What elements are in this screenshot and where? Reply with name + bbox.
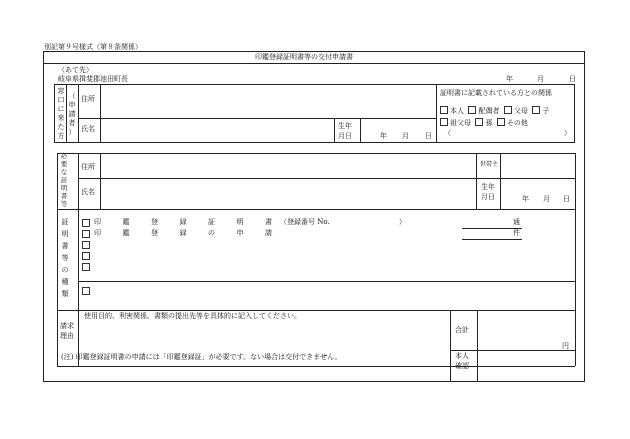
checkbox-spouse[interactable]	[468, 106, 476, 114]
seal-registration-label: 印 鑑 登 録 の 申 請	[94, 229, 272, 237]
subject-birth-day-unit: 日	[563, 195, 570, 203]
checkbox-seal-certificate[interactable]	[82, 219, 90, 227]
relationship-grandparent[interactable]: 祖父母	[440, 119, 471, 127]
form-code: 別記第９号様式（第８条関係）	[44, 43, 142, 51]
subject-birthdate-field[interactable]	[501, 179, 574, 208]
checkbox-child[interactable]	[532, 106, 540, 114]
subject-section-label: 必 要 な 証 明 書 等	[60, 152, 68, 208]
date-day-unit: 日	[569, 75, 576, 83]
relationship-paren-open: （	[444, 129, 451, 137]
applicant-birth-label-2: 月日	[338, 132, 352, 140]
checkbox-seal-registration[interactable]	[82, 230, 90, 238]
applicant-section-label: 窓 口 に 来 た 方	[57, 87, 65, 140]
applicant-name-label: 氏名	[81, 125, 95, 133]
applicant-birth-label-1: 生年	[338, 122, 352, 130]
checkbox-parent[interactable]	[504, 106, 512, 114]
relationship-title: 証明書に記載されている方との関係	[440, 89, 552, 97]
applicant-birth-month-unit: 月	[402, 132, 409, 140]
count-unit-cases: 件	[513, 229, 520, 237]
relationship-child[interactable]: 子	[532, 107, 549, 115]
subject-address-field[interactable]	[101, 154, 475, 177]
id-confirm-label-2: 確認	[455, 362, 469, 370]
head-of-household-label: 世帯主	[480, 161, 499, 168]
subject-birth-month-unit: 月	[543, 195, 550, 203]
yen-unit: 円	[562, 342, 569, 350]
purpose-label-1: 請求	[60, 322, 74, 330]
applicant-name-field[interactable]	[101, 119, 333, 141]
applicant-birth-year-unit: 年	[380, 132, 387, 140]
subject-address-label: 住所	[81, 163, 95, 171]
applicant-address-label: 住所	[81, 95, 95, 103]
checkbox-other-cert-2[interactable]	[82, 252, 90, 260]
addressee-label: （あて先）	[58, 66, 93, 74]
registration-number-label: （登録番号 No.	[280, 218, 330, 226]
checkbox-grandparent[interactable]	[440, 118, 448, 126]
subject-birth-label-2: 月日	[481, 193, 495, 201]
date-month-unit: 月	[537, 75, 544, 83]
relationship-row-1	[440, 106, 549, 115]
relationship-self[interactable]: 本人	[440, 107, 464, 115]
relationship-row-2	[440, 118, 528, 127]
checkbox-other[interactable]	[497, 118, 505, 126]
checkbox-other-cert-4[interactable]	[82, 287, 90, 295]
subject-name-field[interactable]	[101, 179, 475, 208]
subject-birth-year-unit: 年	[522, 195, 529, 203]
copies-field[interactable]	[463, 216, 511, 227]
relationship-other[interactable]: その他	[497, 119, 528, 127]
cert-types-section-label: 証 明 書 等 の 種 類	[61, 218, 69, 298]
registration-number-close: ）	[399, 218, 406, 226]
form-title: 印鑑登録証明書等の交付申請書	[255, 53, 353, 61]
head-of-household-field[interactable]	[501, 154, 574, 177]
purpose-label-2: 理由	[60, 332, 74, 340]
purpose-instruction: 使用目的、利害関係、書類の提出先等を具体的に記入してください。	[84, 312, 301, 320]
checkbox-grandchild[interactable]	[475, 118, 483, 126]
applicant-birthdate-field[interactable]	[361, 119, 435, 141]
registration-number-field[interactable]	[345, 217, 397, 228]
applicant-birth-day-unit: 日	[425, 132, 432, 140]
checkbox-other-cert-3[interactable]	[82, 263, 90, 271]
relationship-other-field[interactable]	[452, 128, 562, 140]
date-year-unit: 年	[506, 75, 513, 83]
addressee: 岐阜県揖斐郡池田町長	[58, 75, 128, 83]
count-unit-copies: 通	[513, 218, 520, 226]
subject-birth-label-1: 生年	[481, 183, 495, 191]
applicant-sub-label: （ 申 請 者 ）	[68, 92, 76, 136]
relationship-paren-close: ）	[564, 129, 571, 137]
footer-note: (注) 印鑑登録証明書の申請には「印鑑登録証」が必要です。ない場合は交付できません。	[61, 353, 342, 361]
seal-certificate-label: 印 鑑 登 録 証 明 書	[94, 218, 272, 226]
cases-field[interactable]	[463, 228, 511, 238]
relationship-spouse[interactable]: 配偶者	[468, 107, 499, 115]
relationship-parent[interactable]: 父母	[504, 107, 528, 115]
applicant-address-field[interactable]	[101, 85, 435, 117]
total-label: 合計	[455, 326, 469, 334]
relationship-grandchild[interactable]: 孫	[475, 119, 492, 127]
id-confirm-label-1: 本人	[455, 352, 469, 360]
id-confirm-field[interactable]	[478, 351, 574, 381]
checkbox-other-cert-1[interactable]	[82, 241, 90, 249]
checkbox-self[interactable]	[440, 106, 448, 114]
subject-name-label: 氏名	[81, 188, 95, 196]
total-field[interactable]	[478, 311, 558, 349]
